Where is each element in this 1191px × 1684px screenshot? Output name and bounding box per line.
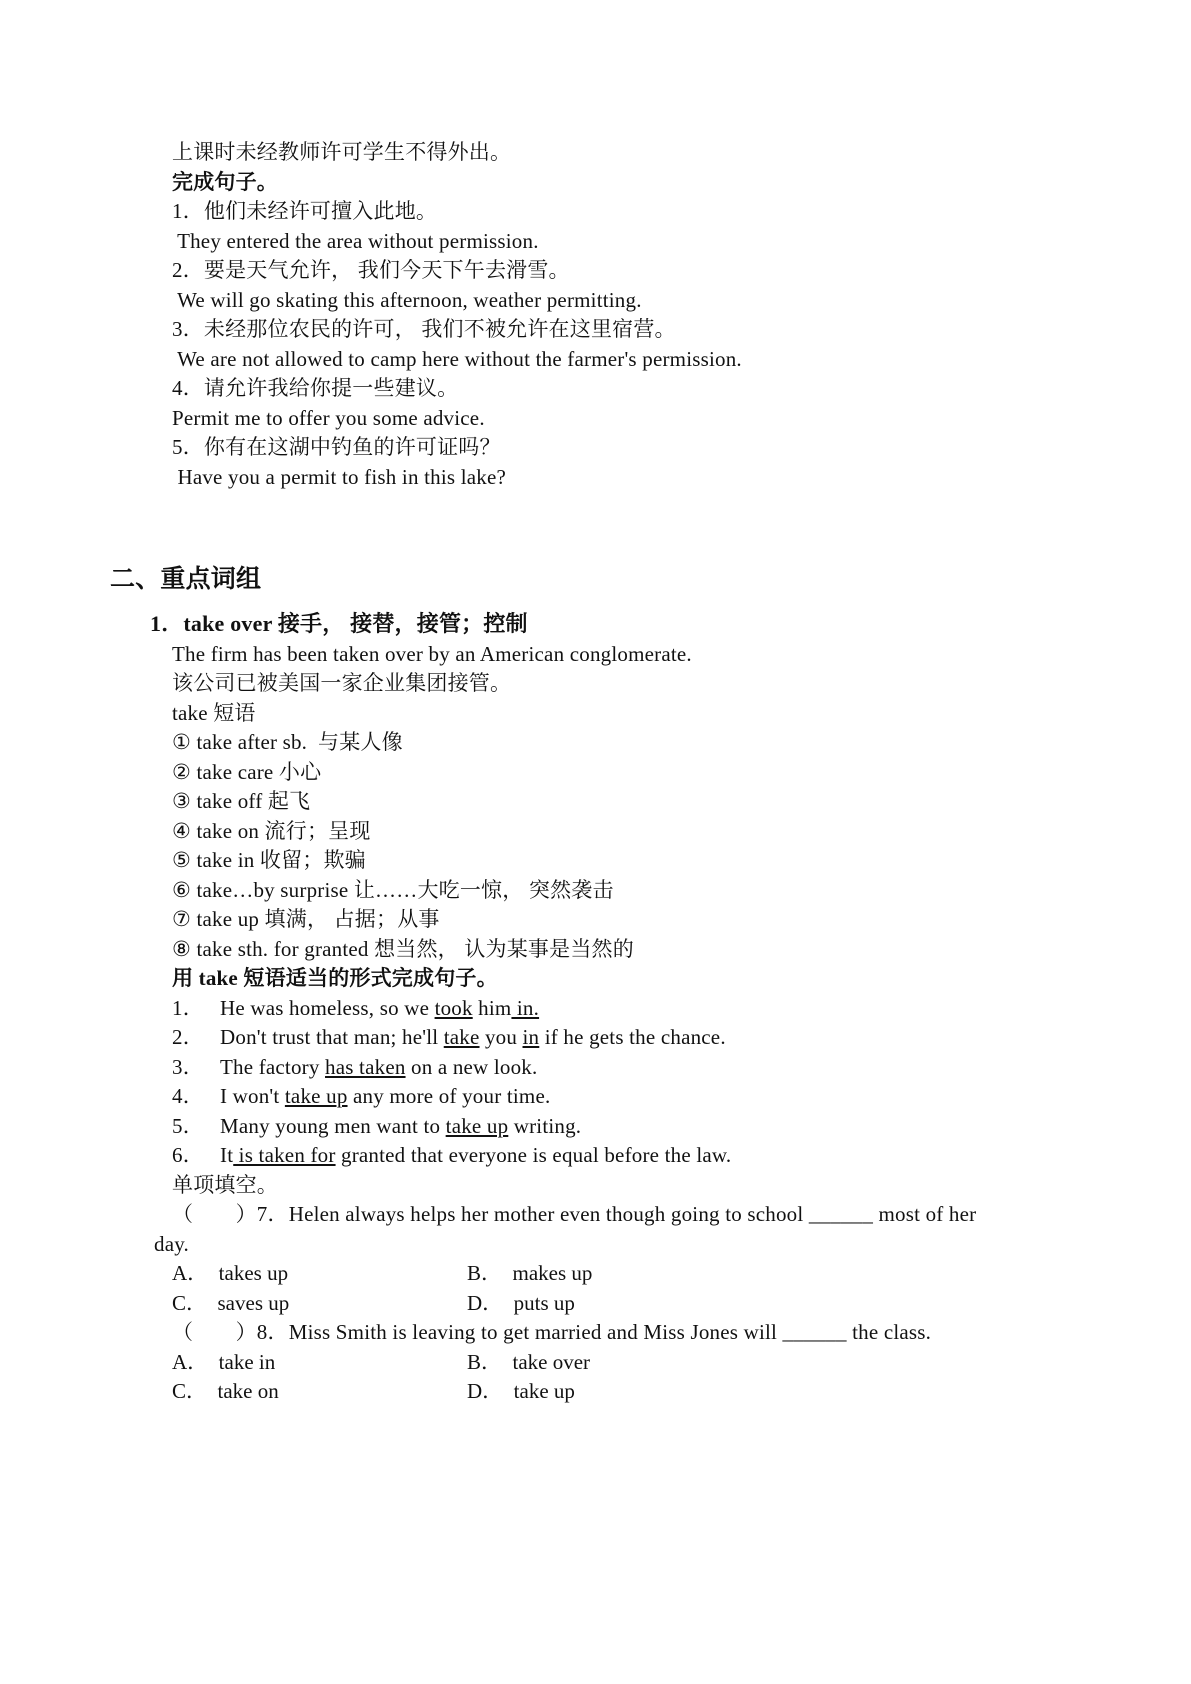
option-b: B． makes up (467, 1261, 593, 1285)
exercise-2: 2． Don't trust that man; he'll take you in if he gets the chance. (172, 1025, 726, 1049)
exercise-4: 4． I won't take up any more of your time. (172, 1084, 551, 1108)
phrase-item: ⑤ take in 收留；欺骗 (172, 848, 366, 872)
item-4-cn: 4．请允许我给你提一些建议。 (172, 376, 459, 400)
item-2-en: We will go skating this afternoon, weather permitting. (172, 288, 642, 312)
item-5-cn: 5．你有在这湖中钓鱼的许可证吗？ (172, 435, 501, 459)
phrase-item: ① take after sb. 与某人像 (172, 730, 403, 754)
option-c: C． take on (172, 1379, 279, 1403)
exercise-6: 6． It is taken for granted that everyone is equal before the law. (172, 1143, 732, 1167)
complete-sentences-heading: 完成句子。 (172, 170, 278, 194)
item-3-en: We are not allowed to camp here without the farmer's permission. (172, 347, 742, 371)
question-7-options-row1 (172, 1259, 872, 1287)
example-cn: 该公司已被美国一家企业集团接管。 (172, 671, 512, 695)
item-2-cn: 2．要是天气允许， 我们今天下午去滑雪。 (172, 258, 570, 282)
item-4-en: Permit me to offer you some advice. (172, 406, 485, 430)
option-a: A． takes up (172, 1261, 289, 1285)
item-1-en: They entered the area without permission. (172, 229, 539, 253)
question-8-stem: （ ）8．Miss Smith is leaving to get married and Miss Jones will ______ the class. (172, 1320, 932, 1344)
question-7-stem-cont: day. (154, 1232, 190, 1256)
item-1-cn: 1．他们未经许可擅入此地。 (172, 199, 438, 223)
phrase-item: ⑦ take up 填满， 占据；从事 (172, 907, 440, 931)
exercise-5: 5． Many young men want to take up writing. (172, 1114, 582, 1138)
item-3-cn: 3．未经那位农民的许可， 我们不被允许在这里宿营。 (172, 317, 676, 341)
section-heading: 二、重点词组 (110, 566, 262, 593)
option-b: B． take over (467, 1350, 591, 1374)
phrases-title: take 短语 (172, 701, 256, 725)
example-en: The firm has been taken over by an American conglomerate. (172, 642, 692, 666)
phrase-item: ④ take on 流行；呈现 (172, 819, 371, 843)
item-5-en: Have you a permit to fish in this lake? (172, 465, 507, 489)
exercise-3: 3． The factory has taken on a new look. (172, 1055, 538, 1079)
phrase-item: ③ take off 起飞 (172, 789, 311, 813)
single-choice-heading: 单项填空。 (172, 1173, 278, 1197)
option-c: C． saves up (172, 1291, 290, 1315)
phrase-item: ② take care 小心 (172, 760, 322, 784)
option-a: A． take in (172, 1350, 276, 1374)
option-d: D． puts up (467, 1291, 575, 1315)
phrase-item: ⑥ take…by surprise 让……大吃一惊， 突然袭击 (172, 878, 614, 902)
question-7-options-row2 (172, 1289, 872, 1317)
option-d: D． take up (467, 1379, 575, 1403)
exercise-heading: 用 take 短语适当的形式完成句子。 (172, 966, 498, 990)
question-8-options-row2 (172, 1377, 872, 1405)
intro-sentence-cn: 上课时未经教师许可学生不得外出。 (172, 140, 512, 164)
exercise-1: 1． He was homeless, so we took him in. (172, 996, 540, 1020)
question-7-stem: （ ）7．Helen always helps her mother even though going to school ______ most of her (172, 1202, 977, 1226)
phrase-heading: 1．take over 接手， 接替，接管；控制 (150, 611, 528, 636)
question-8-options-row1 (172, 1348, 872, 1376)
phrase-item: ⑧ take sth. for granted 想当然， 认为某事是当然的 (172, 937, 634, 961)
